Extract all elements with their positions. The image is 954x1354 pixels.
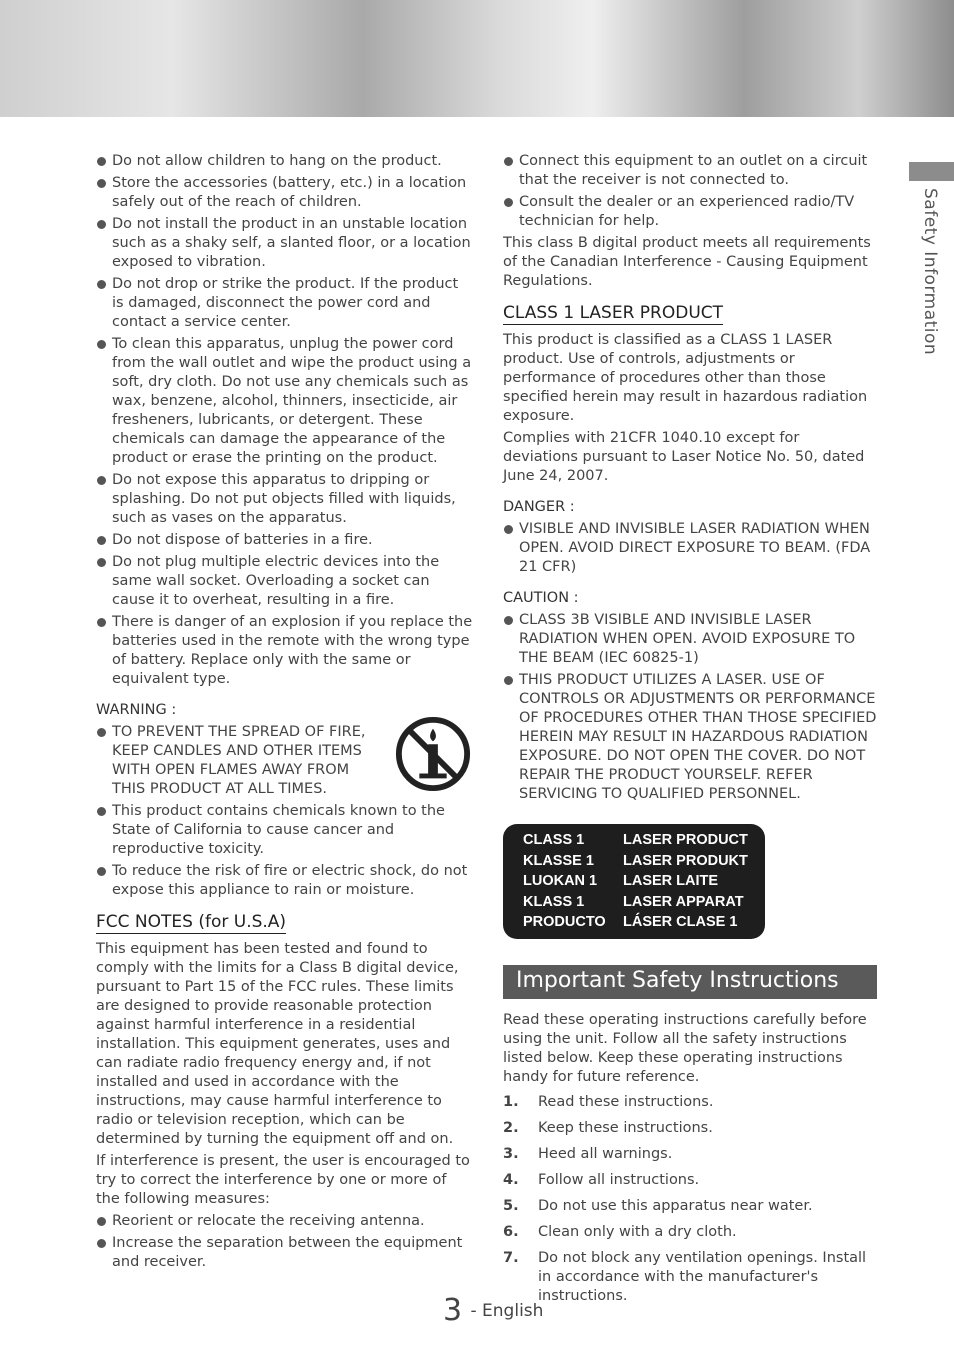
item-text: Follow all instructions. <box>538 1171 700 1188</box>
laser-label-row <box>523 871 765 892</box>
laser-class-code: PRODUCTO <box>523 914 606 930</box>
laser-label-row <box>523 912 765 933</box>
laser-label-row <box>523 830 765 851</box>
list-item: This product contains chemicals known to the State of California to cause cancer and reproductive toxicity. <box>96 802 474 859</box>
caution-bullets <box>503 611 877 804</box>
laser-class-code: KLASS 1 <box>523 893 585 910</box>
list-item: Store the accessories (battery, etc.) in a location safely out of the reach of children. <box>96 174 474 212</box>
warning-label: WARNING : <box>96 702 177 718</box>
laser-class-text: LASER LAITE <box>623 873 719 889</box>
laser-class-code: KLASSE 1 <box>523 852 594 869</box>
laser-paragraph: Complies with 21CFR 1040.10 except for deviations pursuant to Laser Notice No. 50, dated June 24, 2007. <box>503 430 865 484</box>
list-item: Do not plug multiple electric devices into the same wall socket. Overloading a socket can cause it to overheat, resulting in a fire. <box>96 553 474 610</box>
list-item: Consult the dealer or an experienced radio/TV technician for help. <box>503 193 877 231</box>
list-item: Reorient or relocate the receiving antenna. <box>96 1212 474 1231</box>
list-item <box>503 1223 877 1242</box>
safety-bullets-top <box>96 152 474 689</box>
list-item: CLASS 3B VISIBLE AND INVISIBLE LASER RADIATION WHEN OPEN. AVOID EXPOSURE TO THE BEAM (IEC 60825-1) <box>503 611 877 668</box>
laser-class-text: LASER APPARAT <box>623 893 744 910</box>
list-item: Do not drop or strike the product. If the product is damaged, disconnect the power cord and contact a service center. <box>96 275 474 332</box>
caution-label: CAUTION : <box>503 590 579 606</box>
list-item: THIS PRODUCT UTILIZES A LASER. USE OF CONTROLS OR ADJUSTMENTS OR PERFORMANCE OF PROCEDURES OTHER THAN THOSE SPECIFIED HEREIN MAY RESULT IN HAZARDOUS RADIATION EXPOSURE. DO NOT OPEN THE COVER. DO NOT REPAIR THE PRODUCT YOURSELF. REFER SERVICING TO QUALIFIED PERSONNEL. <box>503 671 877 804</box>
item-text: Heed all warnings. <box>538 1145 673 1162</box>
list-item: Do not install the product in an unstable location such as a shaky self, a slanted floor, or a location exposed to vibration. <box>96 215 474 272</box>
laser-class-code: CLASS 1 <box>523 832 585 848</box>
list-item: TO PREVENT THE SPREAD OF FIRE, KEEP CANDLES AND OTHER ITEMS WITH OPEN FLAMES AWAY FROM THIS PRODUCT AT ALL TIMES. <box>96 723 474 799</box>
list-item <box>503 1119 877 1138</box>
laser-label-row <box>523 851 765 872</box>
warning-bullets <box>96 723 474 900</box>
list-item: Increase the separation between the equipment and receiver. <box>96 1234 474 1272</box>
fcc-bullets-continued <box>503 152 877 231</box>
list-item: Connect this equipment to an outlet on a circuit that the receiver is not connected to. <box>503 152 877 190</box>
laser-class-text: LÁSER CLASE 1 <box>623 914 738 930</box>
item-number: 5. <box>503 1197 519 1214</box>
page-footer <box>443 1293 543 1328</box>
right-column <box>503 152 877 1313</box>
canada-compliance-text: This class B digital product meets all requirements of the Canadian Interference - Causing Equipment Regulations. <box>503 235 871 289</box>
list-item: Do not dispose of batteries in a fire. <box>96 531 474 550</box>
page-number: 3 <box>443 1293 463 1328</box>
list-item: VISIBLE AND INVISIBLE LASER RADIATION WHEN OPEN. AVOID DIRECT EXPOSURE TO BEAM. (FDA 21 CFR) <box>503 520 877 577</box>
item-text: Read these instructions. <box>538 1093 714 1110</box>
fcc-bullets <box>96 1212 474 1272</box>
item-number: 2. <box>503 1119 519 1136</box>
list-item: To reduce the risk of fire or electric shock, do not expose this appliance to rain or moisture. <box>96 862 474 900</box>
list-item: Do not allow children to hang on the product. <box>96 152 474 171</box>
laser-paragraph: This product is classified as a CLASS 1 LASER product. Use of controls, adjustments or performance of procedures other than those specified herein may result in hazardous radiation exposure. <box>503 332 868 424</box>
laser-product-heading: CLASS 1 LASER PRODUCT <box>503 303 724 323</box>
item-number: 4. <box>503 1171 519 1188</box>
item-number: 7. <box>503 1249 519 1266</box>
item-text: Do not block any ventilation openings. Install in accordance with the manufacturer's instructions. <box>538 1249 867 1304</box>
laser-class-text: LASER PRODUCT <box>623 832 748 848</box>
list-item: To clean this apparatus, unplug the power cord from the wall outlet and wipe the product using a soft, dry cloth. Do not use any chemicals such as wax, benzene, alcohol, thinners, insecticide, air fresheners, lubricants, or detergent. These chemicals can damage the appearance of the product or erase the printing on the product. <box>96 335 474 468</box>
danger-bullets <box>503 520 877 577</box>
list-item <box>503 1197 877 1216</box>
ist-intro: Read these operating instructions carefully before using the unit. Follow all the safety instructions listed below. Keep these operating instructions handy for future reference. <box>503 1011 867 1085</box>
danger-label: DANGER : <box>503 499 575 515</box>
fcc-heading: FCC NOTES (for U.S.A) <box>96 912 287 932</box>
item-number: 1. <box>503 1093 519 1110</box>
item-number: 3. <box>503 1145 519 1162</box>
warning-section <box>96 701 474 900</box>
list-item: There is danger of an explosion if you replace the batteries used in the remote with the wrong type of battery. Replace only with the same or equivalent type. <box>96 613 474 689</box>
list-item <box>503 1249 877 1306</box>
item-text: Do not use this apparatus near water. <box>538 1197 813 1214</box>
item-text: Keep these instructions. <box>538 1119 713 1136</box>
section-tab-marker <box>909 162 954 181</box>
list-item <box>503 1145 877 1164</box>
laser-class-label <box>503 824 765 939</box>
ist-numbered-list <box>503 1093 877 1306</box>
list-item: Do not expose this apparatus to dripping or splashing. Do not put objects filled with liquids, such as vases on the apparatus. <box>96 471 474 528</box>
left-column <box>96 152 474 1275</box>
item-text: Clean only with a dry cloth. <box>538 1223 737 1240</box>
laser-label-row <box>523 892 765 913</box>
important-safety-heading: Important Safety Instructions <box>503 965 877 999</box>
item-number: 6. <box>503 1223 519 1240</box>
fcc-paragraph: This equipment has been tested and found to comply with the limits for a Class B digital device, pursuant to Part 15 of the FCC rules. These limits are designed to provide reasonable protection against harmful interference in a residential installation. This equipment generates, uses and can radiate radio frequency energy and, if not installed and used in accordance with the instructions, may cause harmful interference to radio or television reception, which can be determined by turning the equipment off and on. <box>96 941 459 1147</box>
laser-class-text: LASER PRODUKT <box>623 852 748 869</box>
list-item <box>503 1171 877 1190</box>
header-banner <box>0 0 954 117</box>
laser-class-code: LUOKAN 1 <box>523 873 598 889</box>
list-item <box>503 1093 877 1112</box>
page-language: - English <box>470 1301 544 1321</box>
fcc-paragraph: If interference is present, the user is encouraged to try to correct the interference by one or more of the following measures: <box>96 1153 470 1207</box>
section-side-label: Safety Information <box>920 188 940 356</box>
